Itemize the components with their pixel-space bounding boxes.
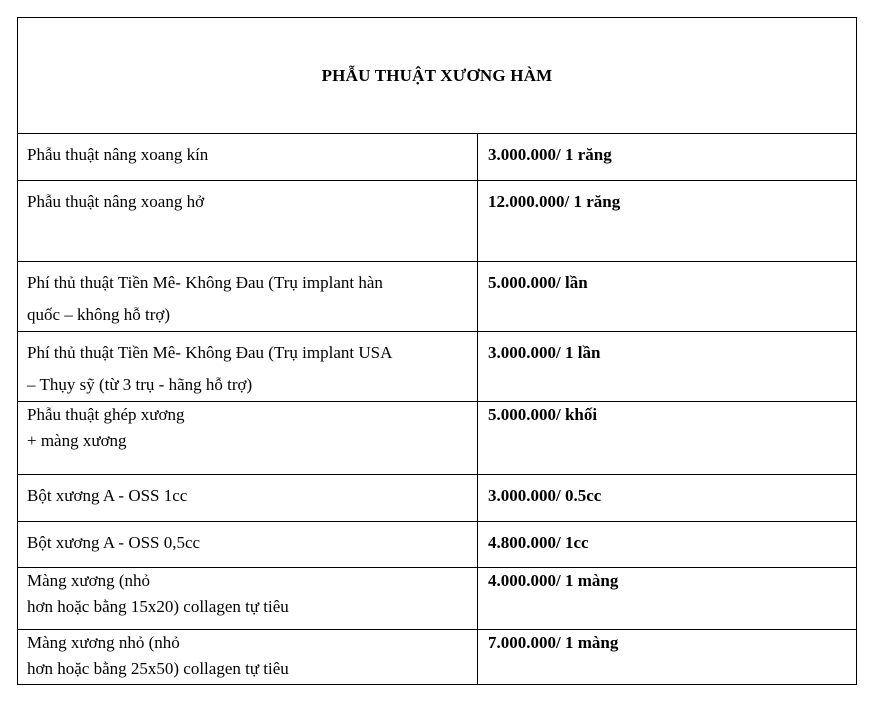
service-name-cell <box>18 181 478 262</box>
table-row <box>18 181 857 262</box>
price-cell: 3.000.000/ 0.5cc <box>478 475 857 522</box>
service-name-line: Phí thủ thuật Tiền Mê- Không Đau (Trụ implant hàn <box>27 273 383 292</box>
service-name-cell <box>18 262 478 332</box>
price-cell: 4.000.000/ 1 màng <box>478 568 857 630</box>
service-name-line: Màng xương (nhỏ <box>27 571 151 590</box>
service-name-cell <box>18 402 478 475</box>
price-cell: 3.000.000/ 1 răng <box>478 134 857 181</box>
table-row <box>18 522 857 568</box>
table-header-row <box>18 18 857 134</box>
service-name-cell <box>18 332 478 402</box>
service-name-cell <box>18 630 478 685</box>
price-cell: 3.000.000/ 1 lần <box>478 332 857 402</box>
table-row <box>18 568 857 630</box>
price-cell: 5.000.000/ lần <box>478 262 857 332</box>
table-title: PHẪU THUẬT XƯƠNG HÀM <box>18 18 857 134</box>
service-name-line: + màng xương <box>27 431 127 450</box>
table-row <box>18 402 857 475</box>
table-row <box>18 262 857 332</box>
table-row <box>18 630 857 685</box>
price-cell: 5.000.000/ khối <box>478 402 857 475</box>
price-cell: 12.000.000/ 1 răng <box>478 181 857 262</box>
service-name-line: – Thụy sỹ (từ 3 trụ - hãng hỗ trợ) <box>27 375 253 394</box>
table-row <box>18 475 857 522</box>
price-table <box>17 17 857 685</box>
service-name-line: Phí thủ thuật Tiền Mê- Không Đau (Trụ implant USA <box>27 343 393 362</box>
service-name-line: Phẫu thuật ghép xương <box>27 405 185 424</box>
service-name-cell <box>18 475 478 522</box>
table-row <box>18 134 857 181</box>
service-name-line: Màng xương nhỏ (nhỏ <box>27 633 180 652</box>
price-cell: 7.000.000/ 1 màng <box>478 630 857 685</box>
service-name-cell <box>18 134 478 181</box>
service-name-line: hơn hoặc bằng 25x50) collagen tự tiêu <box>27 659 289 678</box>
table-row <box>18 332 857 402</box>
price-cell: 4.800.000/ 1cc <box>478 522 857 568</box>
service-name-line: Phẫu thuật nâng xoang kín <box>27 145 209 164</box>
service-name-line: Bột xương A - OSS 1cc <box>27 486 188 505</box>
service-name-cell <box>18 568 478 630</box>
service-name-line: Bột xương A - OSS 0,5cc <box>27 533 201 552</box>
service-name-line: hơn hoặc bằng 15x20) collagen tự tiêu <box>27 597 289 616</box>
service-name-line: quốc – không hỗ trợ) <box>27 305 171 324</box>
service-name-cell <box>18 522 478 568</box>
service-name-line: Phẫu thuật nâng xoang hở <box>27 192 205 211</box>
